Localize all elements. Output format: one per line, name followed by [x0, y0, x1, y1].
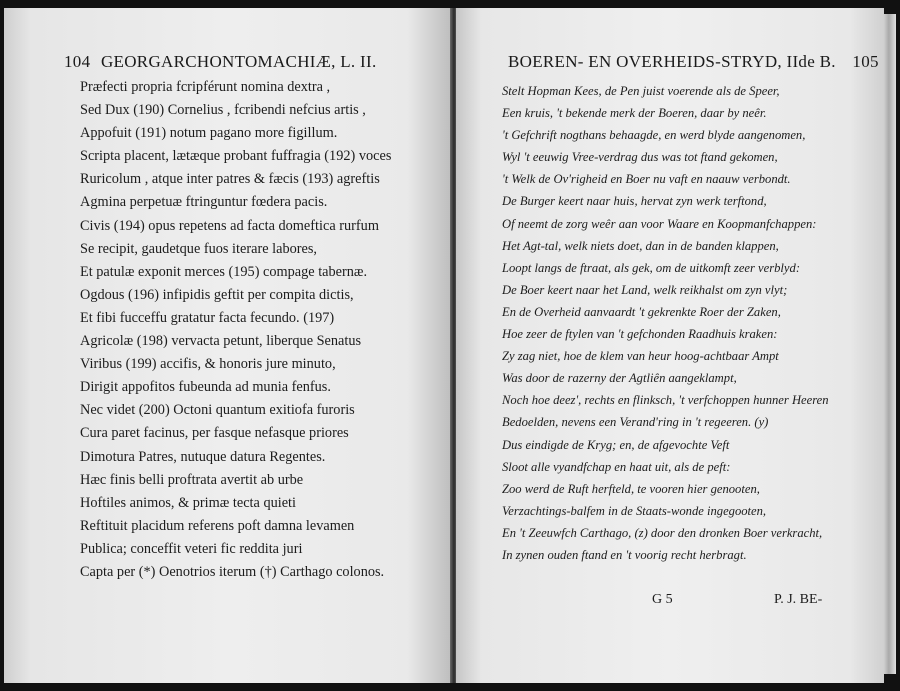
right-verse-line: Stelt Hopman Kees, de Pen juist voerende als de Speer,	[502, 84, 780, 98]
right-page-header	[508, 52, 879, 72]
left-verse-line: Publica; conceffit veteri fic reddita juri	[80, 540, 303, 557]
page-edges	[884, 14, 896, 674]
left-verse-line: Præfecti propria fcripférunt nomina dextra ,	[80, 79, 331, 95]
left-verse-line: Dimotura Patres, nutuque datura Regentes.	[80, 448, 326, 465]
right-page	[456, 8, 884, 683]
left-verse-line: Civis (194) opus repetens ad facta domeftica rurfum	[80, 217, 379, 234]
left-verse-line: Capta per (*) Oenotrios iterum (†) Carthago colonos.	[80, 563, 385, 580]
right-verse-line: Bedoelden, nevens een Verand'ring in 't regeeren. (y)	[502, 415, 769, 430]
right-verse-line: Dus eindigde de Kryg; en, de afgevochte Veft	[502, 437, 730, 452]
left-verse-line: Viribus (199) accifis, & honoris jure minuto,	[80, 356, 336, 373]
left-verse-line: Se recipit, gaudetque fuos iterare labores,	[80, 240, 317, 257]
right-verse-line: De Boer keert naar het Land, welk reikhalst om zyn vlyt;	[502, 282, 788, 297]
signature-mark: G 5	[652, 592, 673, 607]
left-verse-line: Scripta placent, lætæque probant fuffragia (192) voces	[80, 148, 392, 165]
right-verse-line: Een kruis, 't bekende merk der Boeren, daar by neêr.	[502, 106, 767, 121]
left-verse-line: Reftituit placidum referens poft damna levamen	[80, 517, 355, 534]
right-verse-line: 't Gefchrift nogthans behaagde, en werd blyde aangenomen,	[502, 128, 806, 143]
right-verse-line: Loopt langs de ftraat, als gek, om de uitkomft zeer verblyd:	[502, 260, 801, 275]
left-verse-line: Dirigit appofitos fubeunda ad munia fenfus.	[80, 379, 331, 396]
right-verse-line: De Burger keert naar huis, hervat zyn werk terftond,	[502, 194, 767, 209]
left-page-number: 104	[64, 52, 91, 71]
right-verse-line: En de Overheid aanvaardt 't gekrenkte Roer der Zaken,	[502, 304, 781, 319]
right-running-title: BOEREN- EN OVERHEIDS-STRYD, IIde B.	[508, 52, 836, 71]
left-page-header	[64, 52, 377, 72]
right-verse-line: Zoo werd de Ruft herfteld, te vooren hier genooten,	[502, 481, 760, 496]
catchword: P. J. BE-	[774, 592, 823, 607]
left-verse-line: Et patulæ exponit merces (195) compage tabernæ.	[80, 263, 368, 280]
right-verse-line: Het Agt-tal, welk niets doet, dan in de banden klappen,	[502, 238, 779, 253]
left-verse-block	[80, 76, 391, 584]
left-verse-line: Ogdous (196) infipidis geftit per compita dictis,	[80, 286, 354, 303]
right-verse-line: Was door de razerny der Agtliên aangeklampt,	[502, 371, 737, 386]
right-verse-line: En 't Zeeuwfch Carthago, (z) door den dronken Boer verkracht,	[502, 525, 823, 540]
left-verse-line: Hæc finis belli proftrata avertit ab urbe	[80, 471, 304, 488]
right-verse-line: Verzachtings-balfem in de Staats-wonde ingegooten,	[502, 503, 767, 518]
right-verse-line: 't Welk de Ov'righeid en Boer nu vaft en naauw verbondt.	[502, 172, 791, 187]
left-verse-line: Sed Dux (190) Cornelius , fcribendi nefcius artis ,	[80, 102, 366, 119]
right-verse-block	[502, 80, 829, 566]
left-verse-line: Agmina perpetuæ ftringuntur fœdera pacis.	[80, 194, 328, 211]
right-verse-line: Sloot alle vyandfchap en haat uit, als de peft:	[502, 459, 731, 474]
left-verse-line: Appofuit (191) notum pagano more figillum.	[80, 125, 338, 142]
right-verse-line: Wyl 't eeuwig Vree-verdrag dus was tot ftand gekomen,	[502, 150, 778, 165]
right-verse-line: Noch hoe deez', rechts en flinksch, 't verfchoppen hunner Heeren	[502, 393, 829, 408]
right-verse-line: In zynen ouden ftand en 't voorig recht herbragt.	[502, 547, 747, 562]
left-verse-line: Hoftiles animos, & primæ tecta quieti	[80, 494, 297, 511]
right-verse-line: Zy zag niet, hoe de klem van heur hoog-achtbaar Ampt	[502, 349, 779, 364]
left-running-title: GEORGARCHONTOMACHIÆ, L. II.	[100, 52, 377, 71]
left-verse-line: Ruricolum , atque inter patres & fæcis (193) agreftis	[80, 171, 380, 188]
left-verse-line: Agricolæ (198) vervacta petunt, liberque Senatus	[80, 333, 362, 350]
left-verse-line: Et fibi fucceffu gratatur facta fecundo. (197)	[80, 309, 335, 326]
right-verse-line: Hoe zeer de ftylen van 't gefchonden Raadhuis kraken:	[502, 327, 778, 342]
right-page-number: 105	[852, 52, 879, 71]
left-verse-line: Nec videt (200) Octoni quantum exitiofa furoris	[80, 402, 355, 419]
left-page	[4, 8, 452, 683]
left-verse-line: Cura paret facinus, per fasque nefasque priores	[80, 425, 349, 442]
right-verse-line: Of neemt de zorg weêr aan voor Waare en Koopmanfchappen:	[502, 216, 817, 231]
